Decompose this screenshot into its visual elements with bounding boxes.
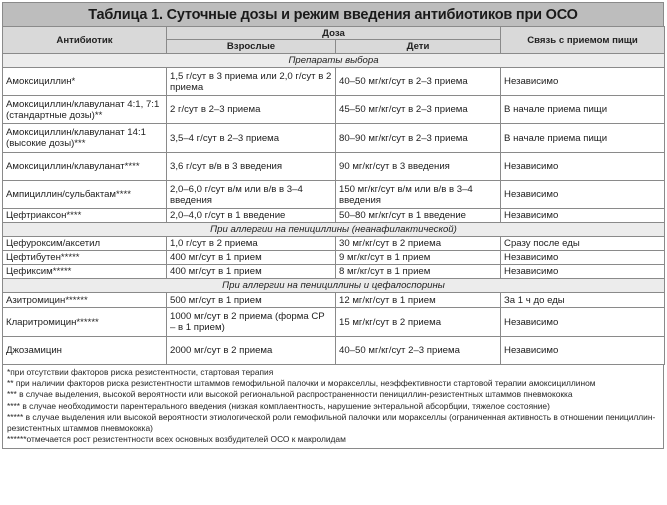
header-dose: Доза [167, 27, 501, 40]
cell-antibiotic: Амоксициллин* [3, 68, 167, 96]
table-row [3, 251, 665, 265]
cell-antibiotic: Цефтриаксон**** [3, 209, 167, 223]
cell-adults: 500 мг/сут в 1 прием [167, 293, 336, 308]
cell-antibiotic: Ампициллин/сульбактам**** [3, 181, 167, 209]
cell-antibiotic: Джозамицин [3, 337, 167, 365]
footnote: *** в случае выделения, высокой вероятности или высокой региональной распространенности пенициллин-резистентных штаммов пневмококка [7, 389, 573, 400]
cell-food: Независимо [501, 181, 665, 209]
header-adults: Взрослые [167, 40, 336, 54]
cell-adults: 1,0 г/сут в 2 приема [167, 237, 336, 251]
footnote: **** в случае необходимости парентерального введения (низкая комплаентность, нарушение энтеральной абсорбции, тяжелое состояние) [7, 400, 550, 411]
table-row [3, 181, 665, 209]
footnote: *при отсутствии факторов риска резистентности, стартовая терапия [7, 367, 274, 377]
cell-children: 30 мг/кг/сут в 2 приема [336, 237, 501, 251]
footnote: ***** в случае выделения или высокой вероятности этиологической роли гемофильной палочки или моракселлы (ограниченная активность в отношении пенициллин-резистентных штаммов пневмококка) [7, 411, 656, 434]
document-page [2, 2, 665, 499]
cell-food: В начале приема пищи [501, 124, 665, 153]
cell-antibiotic: Кларитромицин****** [3, 308, 167, 337]
dosage-table [2, 26, 665, 365]
cell-antibiotic: Амоксициллин/клавуланат 4:1, 7:1 (стандартные дозы)** [3, 96, 167, 124]
header-antibiotic: Антибиотик [3, 27, 167, 54]
cell-adults: 400 мг/сут в 1 прием [167, 251, 336, 265]
header-food: Связь с приемом пищи [501, 27, 665, 54]
cell-adults: 1,5 г/сут в 3 приема или 2,0 г/сут в 2 приема [167, 68, 336, 96]
cell-antibiotic: Амоксициллин/клавуланат 14:1 (высокие дозы)*** [3, 124, 167, 153]
cell-antibiotic: Цефиксим***** [3, 265, 167, 279]
cell-children: 8 мг/кг/сут в 1 прием [336, 265, 501, 279]
section-title: При аллергии на пенициллины (неанафилактической) [3, 223, 665, 237]
cell-food: Независимо [501, 251, 665, 265]
cell-food: Независимо [501, 308, 665, 337]
table-row [3, 337, 665, 365]
table-row [3, 237, 665, 251]
cell-food: Независимо [501, 337, 665, 365]
cell-antibiotic: Азитромицин****** [3, 293, 167, 308]
table-row [3, 68, 665, 96]
cell-food: Независимо [501, 153, 665, 181]
cell-food: За 1 ч до еды [501, 293, 665, 308]
table-title: Таблица 1. Суточные дозы и режим введения антибиотиков при ОСО [2, 2, 664, 26]
cell-children: 15 мг/кг/сут в 2 приема [336, 308, 501, 337]
cell-food: Независимо [501, 209, 665, 223]
cell-children: 80–90 мг/кг/сут в 2–3 приема [336, 124, 501, 153]
cell-antibiotic: Цефуроксим/аксетил [3, 237, 167, 251]
cell-antibiotic: Цефтибутен***** [3, 251, 167, 265]
table-body [3, 54, 665, 365]
section-header-first-line [3, 54, 665, 68]
table-row [3, 153, 665, 181]
cell-adults: 1000 мг/сут в 2 приема (форма СР – в 1 прием) [167, 308, 336, 337]
footnote: ******отмечается рост резистентности всех основных возбудителей ОСО к макролидам [7, 434, 346, 445]
table-row [3, 265, 665, 279]
cell-children: 12 мг/кг/сут в 1 прием [336, 293, 501, 308]
table-row [3, 96, 665, 124]
cell-food: Сразу после еды [501, 237, 665, 251]
section-title: Препараты выбора [3, 54, 665, 68]
cell-children: 40–50 мг/кг/сут 2–3 приема [336, 337, 501, 365]
cell-adults: 2,0–6,0 г/сут в/м или в/в в 3–4 введения [167, 181, 336, 209]
cell-children: 40–50 мг/кг/сут в 2–3 приема [336, 68, 501, 96]
table-row [3, 209, 665, 223]
cell-adults: 400 мг/сут в 1 прием [167, 265, 336, 279]
cell-adults: 2000 мг/сут в 2 приема [167, 337, 336, 365]
section-title: При аллергии на пенициллины и цефалоспорины [3, 279, 665, 293]
cell-food: Независимо [501, 265, 665, 279]
cell-adults: 3,5–4 г/сут в 2–3 приема [167, 124, 336, 153]
cell-adults: 3,6 г/сут в/в в 3 введения [167, 153, 336, 181]
cell-children: 9 мг/кг/сут в 1 прием [336, 251, 501, 265]
cell-antibiotic: Амоксициллин/клавуланат**** [3, 153, 167, 181]
cell-adults: 2 г/сут в 2–3 приема [167, 96, 336, 124]
table-row [3, 308, 665, 337]
header-children: Дети [336, 40, 501, 54]
section-header-third-line [3, 279, 665, 293]
cell-adults: 2,0–4,0 г/сут в 1 введение [167, 209, 336, 223]
cell-children: 50–80 мг/кг/сут в 1 введение [336, 209, 501, 223]
cell-food: В начале приема пищи [501, 96, 665, 124]
table-row [3, 124, 665, 153]
cell-children: 45–50 мг/кг/сут в 2–3 приема [336, 96, 501, 124]
cell-children: 90 мг/кг/сут в 3 введения [336, 153, 501, 181]
section-header-second-line [3, 223, 665, 237]
footnote: ** при наличии факторов риска резистентности штаммов гемофильной палочки и моракселлы, неэффективности стартовой терапии амоксициллином [7, 378, 596, 389]
cell-children: 150 мг/кг/сут в/м или в/в в 3–4 введения [336, 181, 501, 209]
table-row [3, 293, 665, 308]
cell-food: Независимо [501, 68, 665, 96]
footnotes [2, 365, 664, 449]
